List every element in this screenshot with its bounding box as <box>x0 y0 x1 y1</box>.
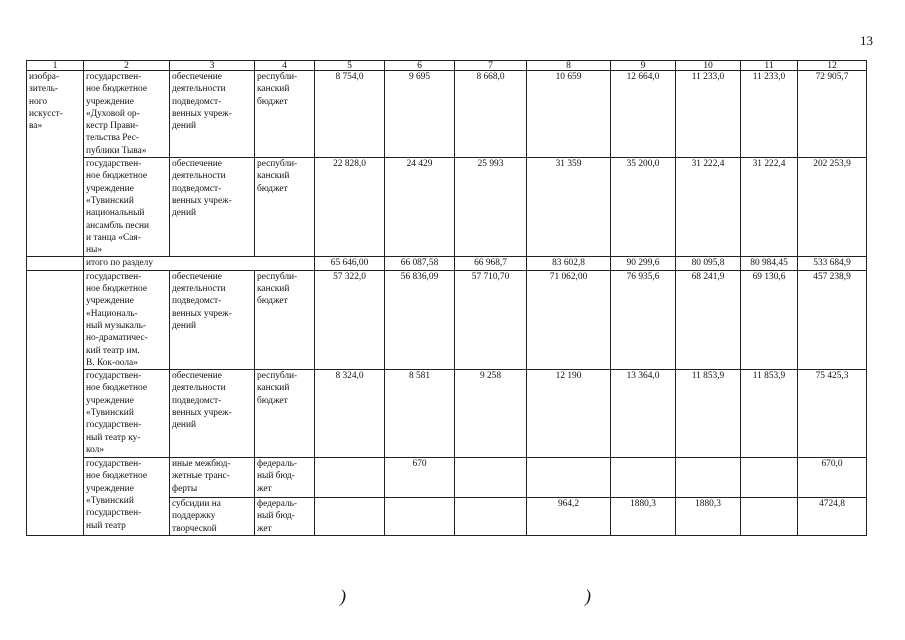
section-cell-cont <box>27 158 84 257</box>
value-cell: 22 828,0 <box>315 158 385 257</box>
purpose-cell: обеспечение деятельности подведомст- венных учреж- дений <box>170 270 255 369</box>
table-row <box>27 270 867 369</box>
value-cell: 72 905,7 <box>798 71 867 158</box>
section-cell-cont <box>27 270 84 369</box>
subtotal-label: итого по разделу <box>84 257 315 270</box>
col-header: 7 <box>455 61 527 71</box>
col-header: 12 <box>798 61 867 71</box>
value-cell: 8 754,0 <box>315 71 385 158</box>
purpose-cell: обеспечение деятельности подведомст- венных учреж- дений <box>170 370 255 458</box>
value-cell: 69 130,6 <box>741 270 798 369</box>
value-cell: 12 664,0 <box>611 71 676 158</box>
value-cell <box>315 498 385 536</box>
table-row <box>27 158 867 257</box>
value-cell: 71 062,00 <box>527 270 611 369</box>
value-cell: 24 429 <box>385 158 455 257</box>
value-cell: 1880,3 <box>676 498 741 536</box>
subtotal-value: 80 095,8 <box>676 257 741 270</box>
subtotal-row <box>27 257 867 270</box>
value-cell: 11 233,0 <box>676 71 741 158</box>
source-cell: федераль- ный бюд- жет <box>255 458 315 498</box>
value-cell: 31 222,4 <box>676 158 741 257</box>
org-cell: государствен- ное бюджетное учреждение «Духовой ор- кестр Прави- тельства Рес- публики Тыва» <box>84 71 170 158</box>
value-cell: 57 710,70 <box>455 270 527 369</box>
col-header: 3 <box>170 61 255 71</box>
page-number: 13 <box>860 33 873 48</box>
value-cell: 11 853,9 <box>676 370 741 458</box>
value-cell: 35 200,0 <box>611 158 676 257</box>
page-mark: ) <box>340 586 346 606</box>
col-header: 8 <box>527 61 611 71</box>
section-cell-cont <box>27 458 84 498</box>
value-cell: 75 425,3 <box>798 370 867 458</box>
col-header: 2 <box>84 61 170 71</box>
source-cell: федераль- ный бюд- жет <box>255 498 315 536</box>
value-cell: 76 935,6 <box>611 270 676 369</box>
value-cell <box>455 498 527 536</box>
value-cell <box>676 458 741 498</box>
budget-table <box>26 60 867 536</box>
purpose-cell: иные межбюд- жетные транс- ферты <box>170 458 255 498</box>
section-cell-cont <box>27 370 84 458</box>
col-header: 10 <box>676 61 741 71</box>
value-cell: 457 238,9 <box>798 270 867 369</box>
col-header: 6 <box>385 61 455 71</box>
value-cell: 12 190 <box>527 370 611 458</box>
value-cell: 31 359 <box>527 158 611 257</box>
org-cell: государствен- ное бюджетное учреждение «Тувинский государствен- ный театр <box>84 458 170 536</box>
purpose-cell: обеспечение деятельности подведомст- венных учреж- дений <box>170 158 255 257</box>
value-cell <box>385 498 455 536</box>
col-header: 4 <box>255 61 315 71</box>
purpose-cell: обеспечение деятельности подведомст- венных учреж- дений <box>170 71 255 158</box>
value-cell: 9 695 <box>385 71 455 158</box>
value-cell: 964,2 <box>527 498 611 536</box>
subtotal-value: 533 684,9 <box>798 257 867 270</box>
table-row <box>27 370 867 458</box>
value-cell: 4724,8 <box>798 498 867 536</box>
value-cell: 8 668,0 <box>455 71 527 158</box>
org-cell: государствен- ное бюджетное учреждение «Тувинский национальный ансамбль песни и танца «Сая- ны» <box>84 158 170 257</box>
section-cell: изобра- зитель- ного искусст- ва» <box>27 71 84 158</box>
subtotal-value: 83 602,8 <box>527 257 611 270</box>
value-cell <box>741 458 798 498</box>
source-cell: республи- канский бюджет <box>255 370 315 458</box>
value-cell <box>741 498 798 536</box>
value-cell: 1880,3 <box>611 498 676 536</box>
value-cell: 25 993 <box>455 158 527 257</box>
value-cell: 670,0 <box>798 458 867 498</box>
subtotal-value: 66 968,7 <box>455 257 527 270</box>
col-header: 11 <box>741 61 798 71</box>
col-header: 5 <box>315 61 385 71</box>
subtotal-value: 66 087,58 <box>385 257 455 270</box>
value-cell: 13 364,0 <box>611 370 676 458</box>
table-row <box>27 458 867 498</box>
value-cell: 670 <box>385 458 455 498</box>
header-row <box>27 61 867 71</box>
purpose-cell: субсидии на поддержку творческой <box>170 498 255 536</box>
value-cell: 56 836,09 <box>385 270 455 369</box>
value-cell: 8 581 <box>385 370 455 458</box>
value-cell <box>611 458 676 498</box>
value-cell: 11 233,0 <box>741 71 798 158</box>
value-cell <box>527 458 611 498</box>
source-cell: республи- канский бюджет <box>255 270 315 369</box>
subtotal-value: 65 646,00 <box>315 257 385 270</box>
org-cell: государствен- ное бюджетное учреждение «Тувинский государствен- ный театр ку- кол» <box>84 370 170 458</box>
col-header: 1 <box>27 61 84 71</box>
value-cell: 10 659 <box>527 71 611 158</box>
value-cell <box>315 458 385 498</box>
value-cell: 202 253,9 <box>798 158 867 257</box>
value-cell: 8 324,0 <box>315 370 385 458</box>
page-mark: ) <box>585 586 591 606</box>
section-cell-cont <box>27 257 84 270</box>
subtotal-value: 90 299,6 <box>611 257 676 270</box>
value-cell: 31 222,4 <box>741 158 798 257</box>
value-cell: 68 241,9 <box>676 270 741 369</box>
value-cell <box>455 458 527 498</box>
source-cell: республи- канский бюджет <box>255 158 315 257</box>
col-header: 9 <box>611 61 676 71</box>
value-cell: 57 322,0 <box>315 270 385 369</box>
section-cell-cont <box>27 498 84 536</box>
table-row <box>27 71 867 158</box>
value-cell: 11 853,9 <box>741 370 798 458</box>
source-cell: республи- канский бюджет <box>255 71 315 158</box>
org-cell: государствен- ное бюджетное учреждение «Националь- ный музыкаль- но-драматичес- кий театр им. В. Кок-оола» <box>84 270 170 369</box>
value-cell: 9 258 <box>455 370 527 458</box>
subtotal-value: 80 984,45 <box>741 257 798 270</box>
